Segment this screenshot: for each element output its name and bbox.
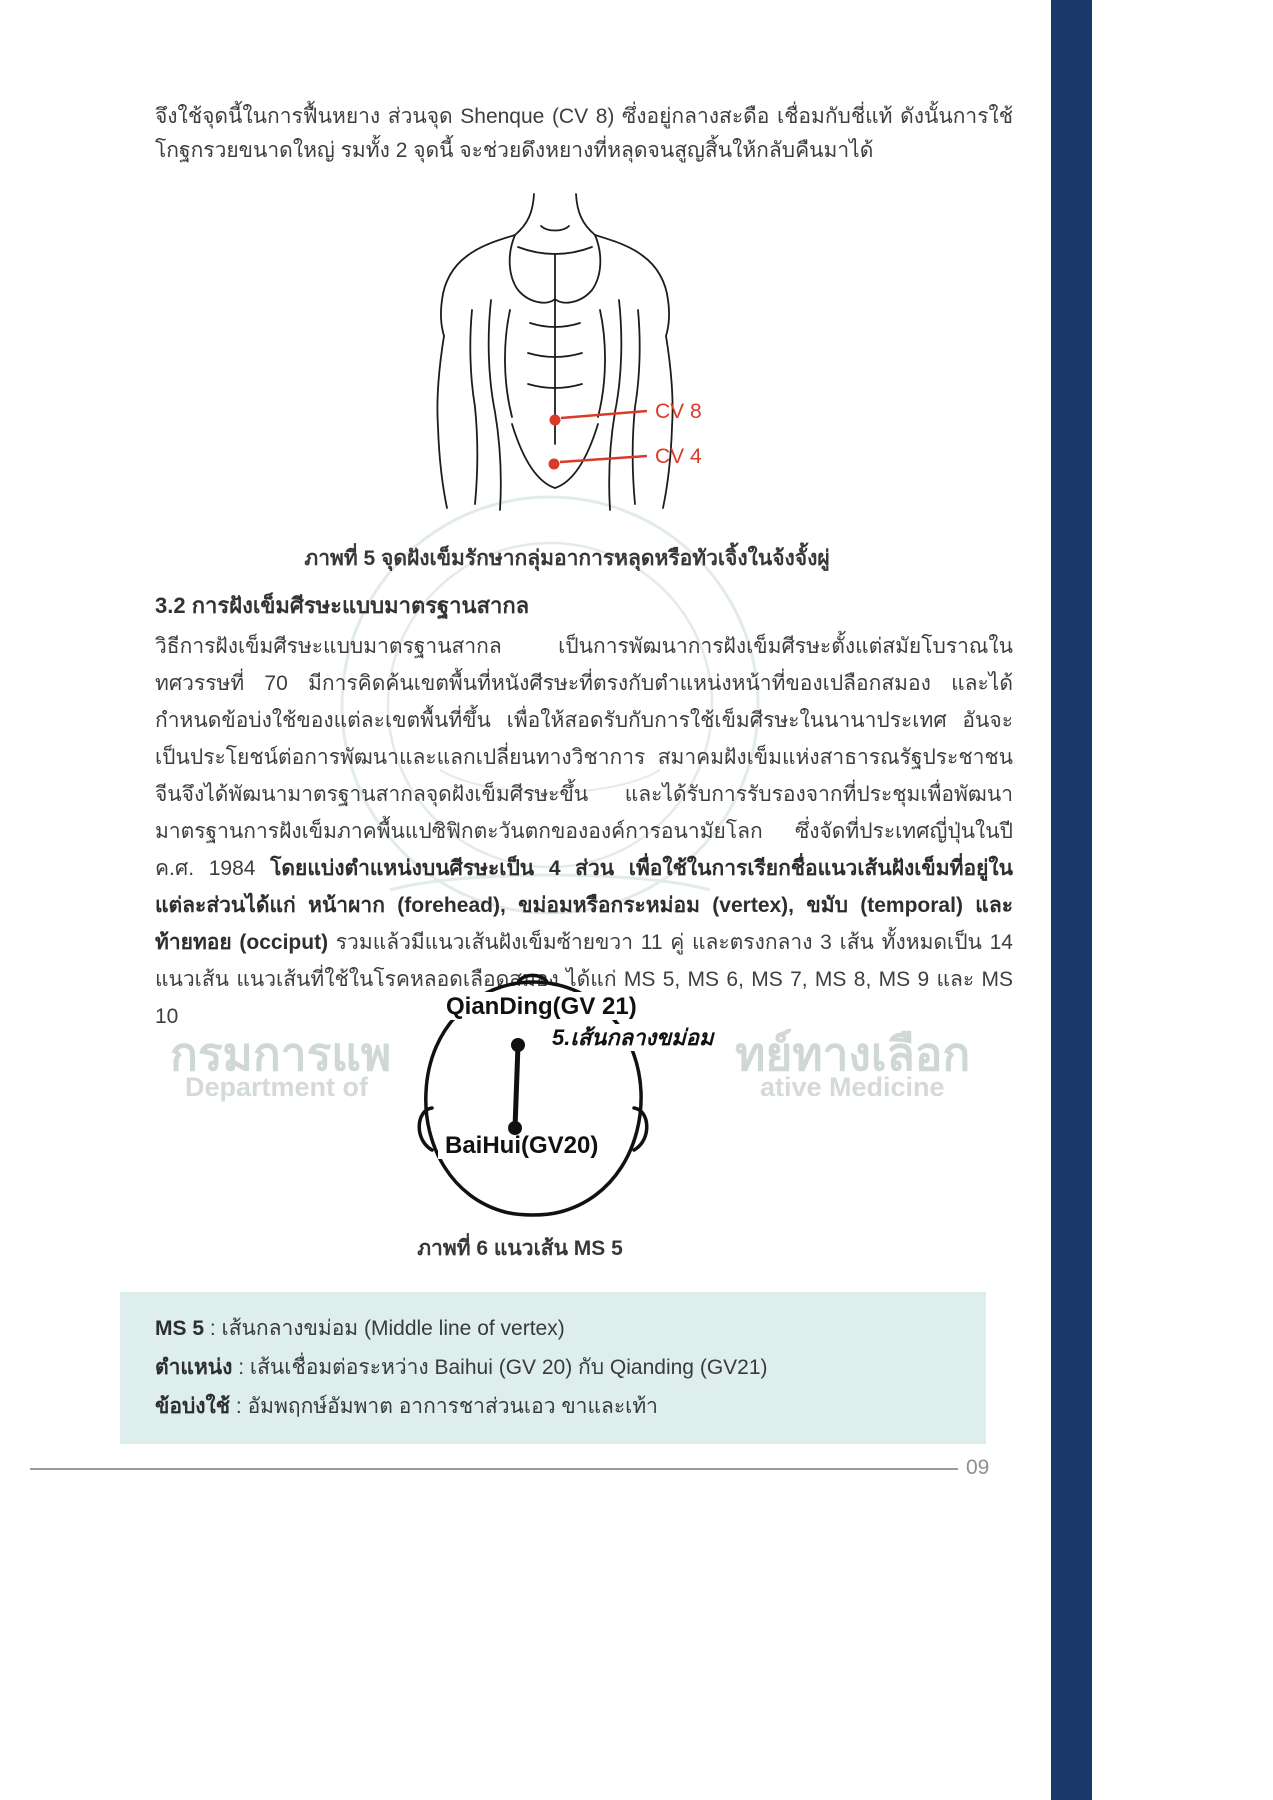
figure6-caption: ภาพที่ 6 แนวเส้น MS 5 bbox=[417, 1237, 623, 1260]
torso-figure bbox=[415, 192, 725, 532]
cv4-pointer-line bbox=[560, 456, 647, 462]
watermark-english-left: Department of bbox=[185, 1072, 369, 1102]
ms5-info-box bbox=[120, 1292, 986, 1444]
figure5-caption: ภาพที่ 5 จุดฝังเข็มรักษากลุ่มอาการหลุดหรือทัวเจิ้งในจ้งจั้งผู่ bbox=[304, 547, 830, 570]
info-text: : เส้นกลางขม่อม (Middle line of vertex) bbox=[204, 1317, 565, 1340]
gv20-label: BaiHui(GV20) bbox=[445, 1132, 599, 1159]
ms5-line bbox=[515, 1045, 518, 1128]
section-heading: 3.2 การฝังเข็มศีรษะแบบมาตรฐานสากล bbox=[155, 593, 530, 618]
body-text-bold: โดยแบ่งตำแหน่งบนศีรษะเป็น 4 ส่วน เพื่อใช้ในการเรียกชื่อแนวเส้นฝังเข็มที่อยู่ในแต่ละส่วนได้แก่ หน้าผาก (forehead), ขม่อมหรือกระหม่อม (vertex), ขมับ (temporal) และท้ายทอย (occiput) bbox=[155, 857, 1014, 954]
cv4-point-dot bbox=[549, 459, 560, 470]
watermark-thai-right: ทย์ทางเลือก bbox=[735, 1028, 971, 1080]
acupoint-markers bbox=[549, 400, 703, 470]
cv8-point-dot bbox=[550, 415, 561, 426]
info-text: : อัมพฤกษ์อัมพาต อาการชาส่วนเอว ขาและเท้า bbox=[230, 1395, 658, 1418]
body-text-1: วิธีการฝังเข็มศีรษะแบบมาตรฐานสากล เป็นการพัฒนาการฝังเข็มศีรษะตั้งแต่สมัยโบราณในทศวรรษที่ 70 มีการคิดค้นเขตพื้นที่หนังศีรษะที่ตรงกับตำแหน่งหน้าที่ของเปลือกสมอง และได้กำหนดข้อบ่งใช้ของแต่ละเขตพื้นที่ขึ้น เพื่อให้สอดรับกับการใช้เข็มศีรษะในนานาประเทศ อันจะเป็นประโยชน์ต่อการพัฒนาและแลกเปลี่ยนทางวิชาการ สมาคมฝังเข็มแห่งสาธารณรัฐประชาชนจีนจึงได้พัฒนามาตรฐานสากลจุดฝังเข็มศีรษะขึ้น และได้รับการรับรองจากที่ประชุมเพื่อพัฒนามาตรฐานการฝังเข็มภาคพื้นแปซิฟิกตะวันตกขององค์การอนามัยโลก ซึ่งจัดที่ประเทศญี่ปุ่นในปี ค.ศ. 1984 bbox=[155, 635, 1013, 880]
ms5-line-label: 5.เส้นกลางขม่อม bbox=[552, 1025, 714, 1050]
cv8-label: CV 8 bbox=[655, 400, 702, 423]
info-label: ข้อบ่งใช้ bbox=[155, 1395, 231, 1418]
head-figure bbox=[390, 950, 730, 1220]
watermark-english-right: ative Medicine bbox=[760, 1072, 945, 1102]
gv21-point-dot bbox=[511, 1038, 525, 1052]
watermark-thai-left: กรมการแพ bbox=[170, 1028, 392, 1080]
info-line-location bbox=[155, 1348, 956, 1387]
cv4-label: CV 4 bbox=[655, 445, 702, 468]
info-text: : เส้นเชื่อมต่อระหว่าง Baihui (GV 20) กับ Qianding (GV21) bbox=[232, 1356, 768, 1379]
page-number: 09 bbox=[966, 1456, 990, 1479]
info-line-indication bbox=[155, 1387, 956, 1426]
info-label: ตำแหน่ง bbox=[155, 1356, 233, 1379]
intro-text: จึงใช้จุดนี้ในการฟื้นหยาง ส่วนจุด Shenque (CV 8) ซึ่งอยู่กลางสะดือ เชื่อมกับชี่แท้ ดังนั้นการใช้โกฐกรวยขนาดใหญ่ รมทั้ง 2 จุดนี้ จะช่วยดึงหยางที่หลุดจนสูญสิ้นให้กลับคืนมาได้ bbox=[155, 105, 1013, 162]
info-label: MS 5 bbox=[155, 1317, 205, 1340]
info-line-name bbox=[155, 1309, 956, 1348]
gv21-label: QianDing(GV 21) bbox=[446, 993, 637, 1020]
footer-rule bbox=[30, 1468, 958, 1470]
intro-paragraph bbox=[155, 100, 1013, 168]
right-accent-bar bbox=[1051, 0, 1092, 1800]
body-text-2: รวมแล้วมีแนวเส้นฝังเข็มซ้ายขวา 11 คู่ และตรงกลาง 3 เส้น ทั้งหมดเป็น 14 แนวเส้น แนวเส้นที่ใช้ในโรคหลอดเลือดสมอง ได้แก่ MS 5, MS 6, MS 7, MS 8, MS 9 และ MS 10 bbox=[155, 931, 1013, 1028]
